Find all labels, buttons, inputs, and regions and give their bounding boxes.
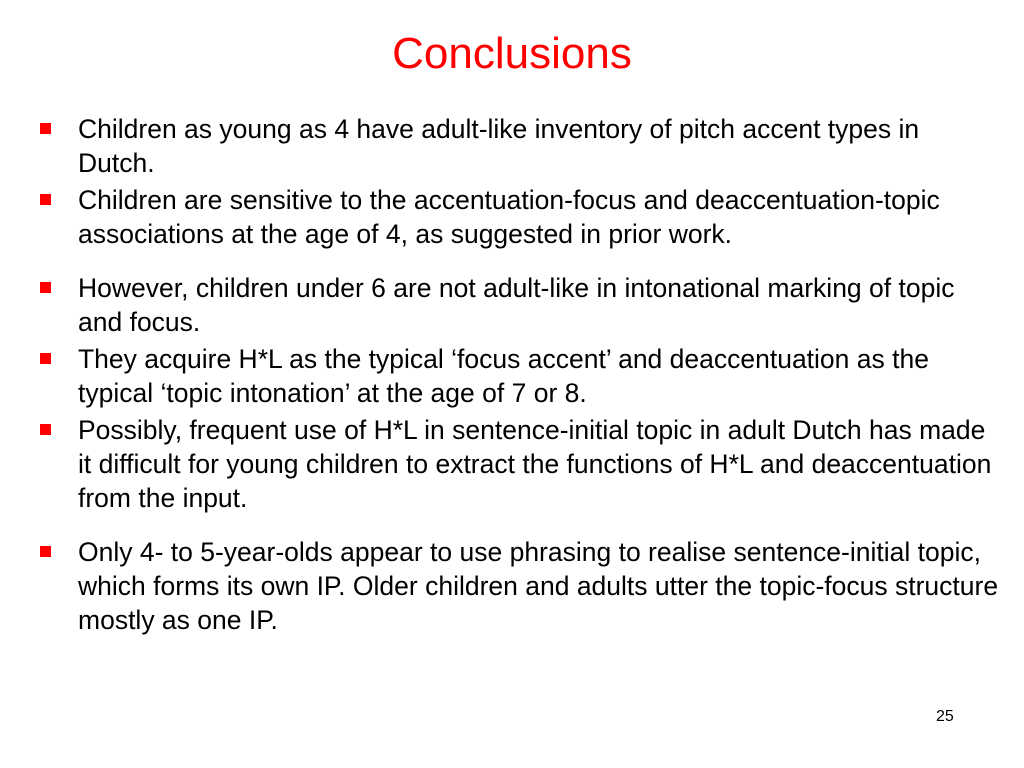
square-bullet-icon: [40, 353, 51, 364]
square-bullet-icon: [40, 194, 51, 205]
square-bullet-icon: [40, 123, 51, 134]
bullet-text: They acquire H*L as the typical ‘focus accent’ and deaccentuation as the typical ‘topic intonation’ at the age of 7 or 8.: [78, 344, 929, 408]
bullet-text: Children as young as 4 have adult-like inventory of pitch accent types in Dutch.: [78, 114, 920, 178]
square-bullet-icon: [40, 546, 51, 557]
bullet-item: [40, 271, 1000, 339]
square-bullet-icon: [40, 282, 51, 293]
bullet-item: [40, 112, 1000, 180]
bullet-item: [40, 535, 1000, 637]
bullet-text: Children are sensitive to the accentuation-focus and deaccentuation-topic associations at the age of 4, as suggested in prior work.: [78, 185, 940, 249]
bullet-item: [40, 413, 1000, 515]
bullet-text: Possibly, frequent use of H*L in sentence-initial topic in adult Dutch has made it difficult for young children to extract the functions of H*L and deaccentuation from the input.: [78, 415, 992, 513]
bullet-item: [40, 183, 1000, 251]
bullet-text: However, children under 6 are not adult-like in intonational marking of topic and focus.: [78, 273, 955, 337]
slide-title: Conclusions: [392, 29, 632, 78]
page-number: 25: [936, 708, 954, 725]
bullet-text: Only 4- to 5-year-olds appear to use phrasing to realise sentence-initial topic, which forms its own IP. Older children and adults utter the topic-focus structure mostly as one IP.: [78, 537, 999, 635]
bullet-list: [40, 112, 1000, 640]
bullet-item: [40, 342, 1000, 410]
square-bullet-icon: [40, 424, 51, 435]
